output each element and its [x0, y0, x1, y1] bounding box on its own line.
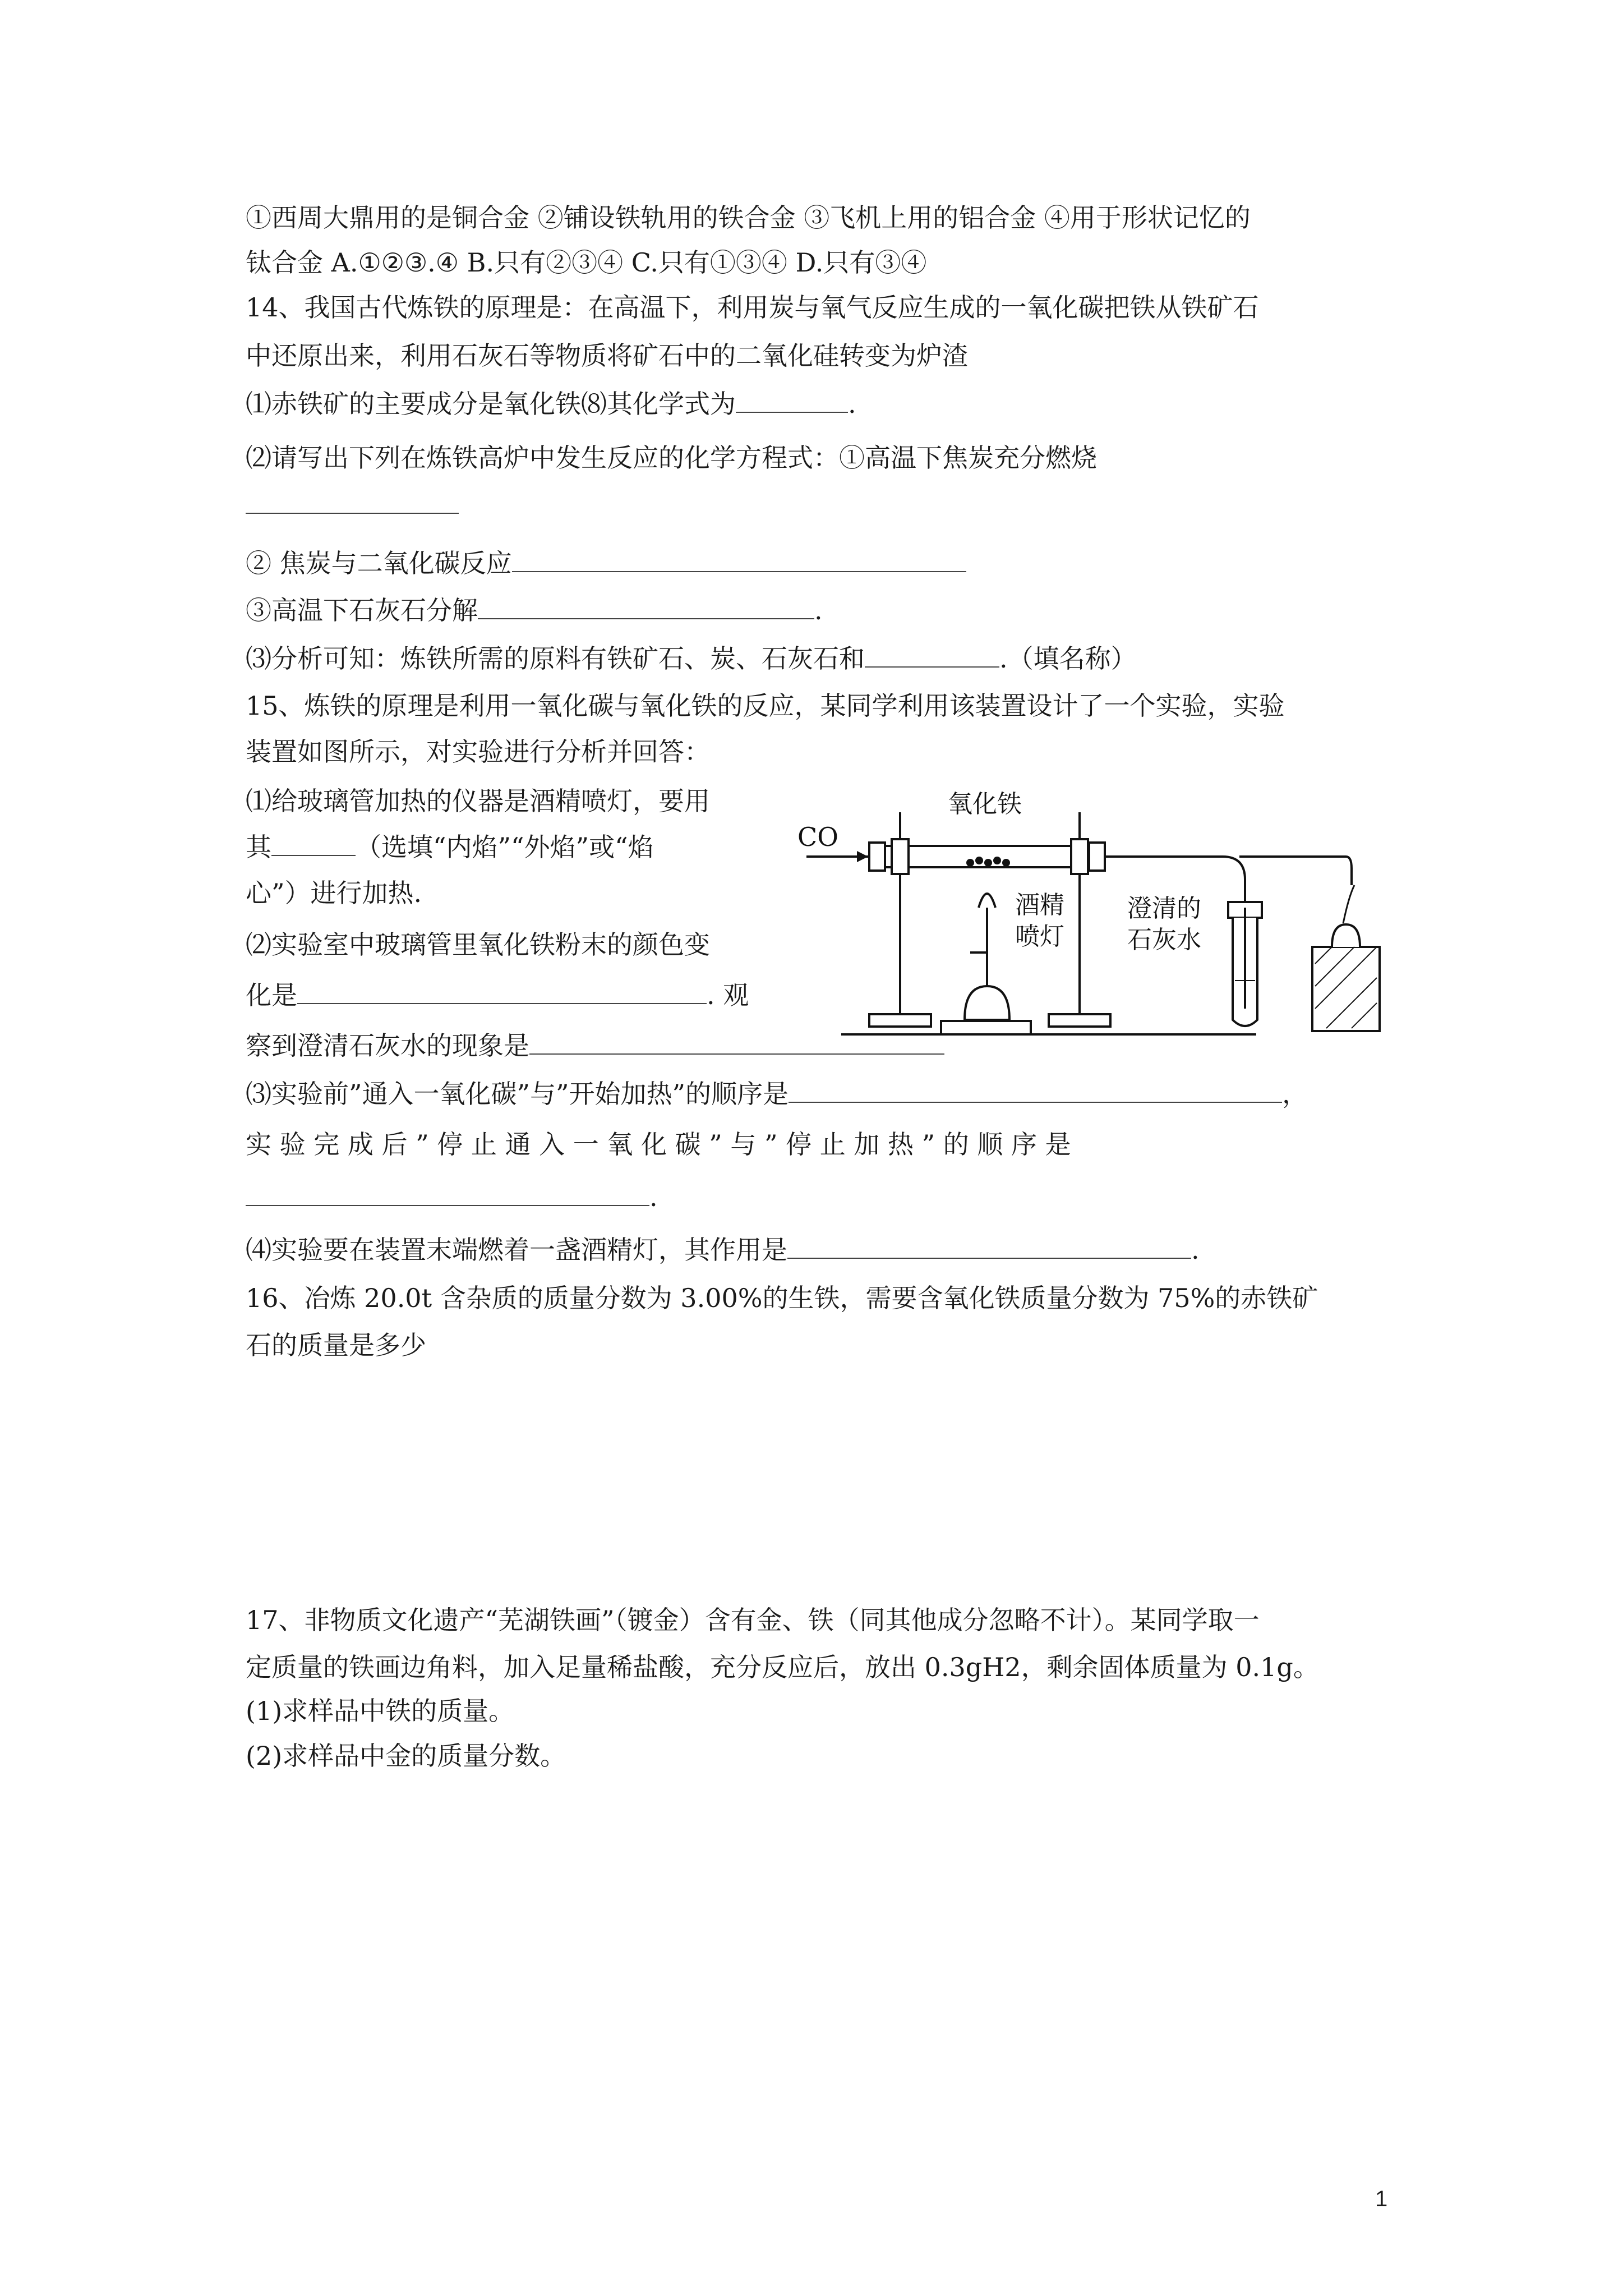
lamp-base	[941, 1021, 1031, 1034]
clamp-left	[892, 839, 909, 874]
q14-part-2-line-2	[246, 488, 459, 522]
answer-blank[interactable]	[246, 488, 459, 514]
q14-part-2b	[246, 546, 966, 580]
stand-base-left	[869, 1014, 931, 1027]
burner-body	[965, 986, 1009, 1020]
lamp-label-1: 酒精	[1015, 891, 1064, 919]
q15-part-3-end: .	[649, 1182, 658, 1212]
answer-blank[interactable]	[271, 830, 356, 856]
answer-blank[interactable]	[787, 1233, 1191, 1259]
q14-part-1-end: .	[848, 389, 856, 419]
q15-part-1-line-2	[246, 830, 654, 864]
q17-stem-line-2: 定质量的铁画边角料，加入足量稀盐酸，充分反应后，放出 0.3gH2，剩余固体质量为 0.1g。	[246, 1652, 1319, 1682]
limewater-label-2: 石灰水	[1127, 926, 1201, 954]
stopper-right	[1089, 843, 1105, 871]
end-lamp	[1332, 924, 1360, 947]
q14-part-2: ⑵请写出下列在炼铁高炉中发生反应的化学方程式：①高温下焦炭充分燃烧	[246, 443, 1097, 473]
end-flame	[1343, 885, 1354, 923]
limewater-label-1: 澄清的	[1127, 894, 1201, 923]
q17-part-2: (2)求样品中金的质量分数。	[246, 1741, 566, 1771]
q15-part-4-text: ⑷实验要在装置末端燃着一盏酒精灯，其作用是	[246, 1235, 787, 1265]
q15-part-1-line-1: ⑴给玻璃管加热的仪器是酒精喷灯，要用	[246, 786, 710, 816]
q15-part-2-prefix: 化是	[246, 980, 297, 1010]
co-label: CO	[797, 822, 838, 852]
answer-blank[interactable]	[736, 387, 848, 413]
answer-blank[interactable]	[789, 1077, 1282, 1103]
q14-part-1-text: ⑴赤铁矿的主要成分是氧化铁⑻其化学式为	[246, 389, 736, 419]
q15-part-4-end: .	[1191, 1235, 1200, 1265]
q14-stem-line-1: 14、我国古代炼铁的原理是：在高温下，利用炭与氧气反应生成的一氧化碳把铁从铁矿石	[246, 292, 1259, 323]
q17-stem-line-1: 17、非物质文化遗产“芜湖铁画”（镀金）含有金、铁（同其他成分忽略不计）。某同学取一	[246, 1605, 1260, 1635]
q15-stem-line-1: 15、炼铁的原理是利用一氧化碳与氧化铁的反应，某同学利用该装置设计了一个实验，实验	[246, 691, 1285, 721]
q15-part-3-line-2: 实 验 完 成 后 ” 停 止 通 入 一 氧 化 碳 ” 与 ” 停 止 加 热 ” 的 顺 序 是	[246, 1129, 1071, 1159]
stand-base-right	[1049, 1014, 1110, 1027]
q13-options-line-2: 钛合金 A.①②③.④ B.只有②③④ C.只有①③④ D.只有③④	[246, 247, 927, 278]
q15-part-3-text: ⑶实验前”通入一氧化碳”与”开始加热”的顺序是	[246, 1079, 789, 1109]
answer-blank[interactable]	[512, 546, 966, 572]
q14-part-2b-text: ② 焦炭与二氧化碳反应	[246, 548, 512, 578]
burner-flame	[979, 894, 995, 908]
lamp-label-2: 喷灯	[1015, 922, 1064, 951]
q15-part-2-line-1: ⑵实验室中玻璃管里氧化铁粉末的颜色变	[246, 930, 710, 960]
q15-part-2-line-2	[246, 978, 749, 1012]
q14-part-2c-end: .	[814, 595, 823, 625]
q14-part-3-end: .（填名称）	[999, 643, 1137, 674]
q15-part-2-observe: 察到澄清石灰水的现象是	[246, 1030, 529, 1061]
clamp-right	[1071, 839, 1088, 874]
answer-blank[interactable]	[297, 978, 707, 1004]
apparatus-diagram	[796, 773, 1391, 1053]
q14-part-2c-text: ③高温下石灰石分解	[246, 595, 478, 625]
q15-part-3-line-3	[246, 1180, 658, 1214]
q15-part-3-line-1	[246, 1077, 1308, 1111]
q15-part-1-prefix: 其	[246, 832, 271, 862]
q14-part-3-text: ⑶分析可知：炼铁所需的原料有铁矿石、炭、石灰石和	[246, 643, 865, 674]
q14-part-2c	[246, 593, 823, 627]
co-arrow-head	[857, 851, 868, 862]
q14-part-3	[246, 642, 1137, 675]
q15-part-4	[246, 1233, 1200, 1267]
q15-part-3-comma: ，	[1282, 1079, 1308, 1109]
q13-options-line-1: ①西周大鼎用的是铜合金 ②铺设铁轨用的铁合金 ③飞机上用的铝合金 ④用于形状记忆的	[246, 203, 1251, 233]
q14-stem-line-2: 中还原出来，利用石灰石等物质将矿石中的二氧化硅转变为炉渣	[246, 341, 968, 371]
q15-part-1-line-3: 心”）进行加热.	[246, 878, 422, 908]
q16-stem-line-1: 16、冶炼 20.0t 含杂质的质量分数为 3.00%的生铁，需要含氧化铁质量分数为 75%的赤铁矿	[246, 1283, 1318, 1313]
q15-stem-line-2: 装置如图所示，对实验进行分析并回答：	[246, 737, 710, 767]
outlet-to-burner	[1239, 857, 1352, 885]
q15-part-1-suffix: （选填“内焰”“外焰”或“焰	[356, 832, 654, 862]
answer-blank[interactable]	[246, 1180, 649, 1206]
end-stand	[1312, 947, 1380, 1031]
q17-part-1: (1)求样品中铁的质量。	[246, 1696, 515, 1726]
stopper-left	[869, 843, 885, 871]
iron-oxide-label: 氧化铁	[948, 790, 1022, 818]
answer-blank[interactable]	[865, 642, 999, 668]
q15-part-2-suffix: . 观	[707, 980, 749, 1010]
page-number: 1	[1375, 2187, 1388, 2211]
q16-stem-line-2: 石的质量是多少	[246, 1330, 426, 1360]
answer-blank[interactable]	[478, 593, 814, 619]
q14-part-1	[246, 387, 856, 421]
